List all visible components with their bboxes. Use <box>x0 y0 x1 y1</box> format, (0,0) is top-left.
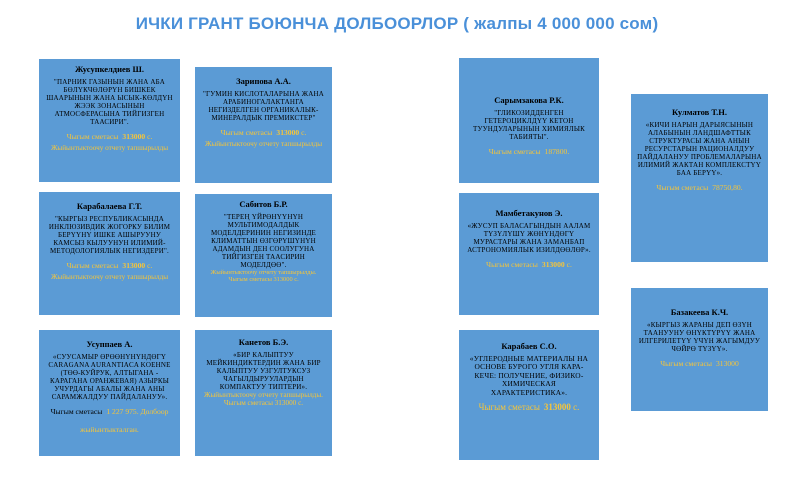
project-description: "ПАРНИК ГАЗЫНЫН ЖАНА АБА БӨЛҮКЧӨЛӨРҮН БИШКЕК ШААРЫНЫН ЖАНА ЫСЫК-КӨЛДҮН ЖЭЭК ЗОНАСЫНЫН АТМОСФЕРАСЫНА ТИЙГИЗГЕН ТААСИРИ". <box>46 77 173 126</box>
budget-label: Чыгым сметасы <box>66 261 119 270</box>
project-card <box>631 94 768 262</box>
author-name: Мамбетакунов Э. <box>495 208 563 218</box>
project-card <box>459 193 599 315</box>
budget-value: 313000 <box>715 358 739 368</box>
budget-value: 187800. <box>544 146 570 156</box>
status-text: Жыйынтыктоочу отчету тапшырылды <box>204 140 323 149</box>
project-description: "КЫРГЫЗ РЕСПУБЛИКАСЫНДА ИНКЛЮЗИВДИК ЖОГОРКУ БИЛИМ БЕРҮҮНҮ ИШКЕ АШЫРУУНУ КАМСЫЗ КЫЛУУНУН ИЛИМИЙ-МЕТОДОЛОГИЯЛЫК НЕГИЗДЕРИ". <box>48 214 171 255</box>
project-card <box>459 58 599 183</box>
author-name: Карабалаева Г.Т. <box>76 201 143 211</box>
budget-value: 78750,80. <box>712 183 743 193</box>
status-text: Жыйынтыктоочу отчету тапшырылды <box>50 273 169 282</box>
project-card <box>39 192 180 315</box>
author-name: Сабитов Б.Р. <box>239 199 288 209</box>
author-name: Жусупкелдиев Ш. <box>75 64 144 74</box>
project-card <box>195 194 332 317</box>
project-description: «СУУСАМЫР ӨРӨӨНҮНҮНДӨГҮ CARAGANA AURANTIACA KOEHNE (ТӨӨ-КУЙРУК, АЛТЫГАНА - КАРАГАНА ОРАНЖЕВАЯ) АЗЫРКЫ УЧУРДАГЫ АБАЛЫ ЖАНА АНЫ САРАМЖАЛДУУ ПАЙДАЛАНУУ». <box>48 352 171 401</box>
budget-value: 313000 <box>276 127 300 137</box>
author-name: Карабаев С.О. <box>501 341 557 351</box>
budget-value: 313000 <box>122 261 146 270</box>
author-name: Канетов Б.Э. <box>238 337 289 347</box>
budget-suffix: с. <box>564 259 572 269</box>
budget-label: Чыгым сметасы <box>478 402 540 413</box>
budget-label: Чыгым сметасы <box>660 358 712 368</box>
budget-label: Чыгым сметасы <box>488 146 541 156</box>
project-description: «УГЛЕРОДНЫЕ МАТЕРИАЛЫ НА ОСНОВЕ БУРОГО УГЛЯ КАРА-КЕЧЕ: ПОЛУЧЕНИЕ, ФИЗИКО-ХИМИЧЕСКАЯ ХАРАКТЕРИСТИКА». <box>469 353 589 397</box>
project-card <box>459 330 599 460</box>
status-text: Жыйынтыктоочу отчету тапшырылды <box>50 144 169 153</box>
budget-label: Чыгым сметасы <box>50 407 103 417</box>
page-title: ИЧКИ ГРАНТ БОЮНЧА ДОЛБООРЛОР ( жалпы 4 000 000 сом) <box>135 14 659 33</box>
project-description: «БИР КАЛЫПТУУ МЕЙКИНДИКТЕРДИН ЖАНА БИР КАЛЫПТУУ УЗГУЛТУКСУЗ ЧАГЫЛДЫРУУЛАРДЫН КОМПАКТУУ ТИПТЕРИ». <box>206 350 321 391</box>
author-name: Зарипова А.А. <box>236 76 291 86</box>
budget-value: 313000 <box>122 132 146 142</box>
author-name: Сарымзакова Р.К. <box>494 95 564 105</box>
project-card <box>195 67 332 183</box>
project-description: "ГУМИН КИСЛОТАЛАРЫНА ЖАНА АРАБИНОГАЛАКТАНГА НЕГИЗДЕЛГЕН ОРГАНИКАЛЫК-МИНЕРАЛДЫК ПРЕМИКСТЕР" <box>202 89 325 122</box>
project-card <box>195 330 332 456</box>
status-text: Жыйынтыктоочу отчету тапшырылды. Чыгым сметасы 313000 с. <box>210 269 317 284</box>
project-card <box>39 59 180 182</box>
project-description: "ГЛИКОЗИДДЕНГЕН ГЕТЕРОЦИКЛДҮҮ КЕТОН ТУУНДУЛАРЫНЫН ХИМИЯЛЫК ТАБИЯТЫ". <box>472 108 585 141</box>
budget-label: Чыгым сметасы <box>486 259 538 269</box>
budget-suffix: с. <box>145 261 153 270</box>
budget-value: 313000 <box>541 259 565 269</box>
budget-suffix: с. <box>570 402 580 413</box>
budget-suffix: с. <box>299 127 307 137</box>
budget-label: Чыгым сметасы <box>656 183 709 193</box>
status-text: Жыйынтыктоочу отчету тапшырылды. Чыгым сметасы 313000 с. <box>204 391 323 408</box>
budget-value: 313000 <box>543 402 571 413</box>
budget-suffix: с. <box>145 132 153 142</box>
project-card <box>39 330 180 456</box>
budget-label: Чыгым сметасы <box>66 132 119 142</box>
project-description: «КИЧИ НАРЫН ДАРЫЯСЫНЫН АЛАБЫНЫН ЛАНДШАФТТЫК СТРУКТУРАСЫ ЖАНА АНЫН РЕСУРСТАРЫН РАЦИОНАЛДУУ ПАЙДАЛАНУУ ПРОБЛЕМАЛАРЫНА ИЛИМИЙ ЖАКТАН КОМПЛЕКСТҮҮ БАА БЕРҮҮ». <box>637 120 762 178</box>
budget-label: Чыгым сметасы <box>220 127 273 137</box>
author-name: Базакеева К.Ч. <box>670 307 729 317</box>
project-card <box>631 288 768 411</box>
project-description: "ТЕРЕҢ ҮЙРӨНҮҮНҮН МУЛЬТИМОДАЛДЫК МОДЕЛДЕРИНИН НЕГИЗИНДЕ КЛИМАТТЫН ӨЗГӨРҮШҮНҮН АДАМДЫН ДЕН СООЛУГУНА ТИЙГИЗГЕН ТААСИРИН МОДЕЛДӨӨ". <box>210 212 317 270</box>
author-name: Кулматов Т.Н. <box>671 107 728 117</box>
project-description: «КЫРГЫЗ ЖАРАНЫ ДЕП ӨЗҮН ТААНУУНУ ӨНҮКТҮРҮҮ ЖАНА ИЛГЕРИЛЕТҮҮ ҮЧҮН ЖАГЫМДУУ ЧӨЙРӨ ТҮЗҮҮ». <box>638 320 761 353</box>
author-name: Усуппаев А. <box>86 339 133 349</box>
budget-value: 1 227 975. Долбоор жыйынтыкталган. <box>80 407 169 435</box>
project-description: «ЖУСУП БАЛАСАГЫНДЫН ААЛАМ ТҮЗҮЛҮШҮ ЖӨНҮНДӨГҮ МУРАСТАРЫ ЖАНА ЗАМАНБАП АСТРОНОМИЯЛЫК ИЗИЛДӨӨЛӨР». <box>467 221 591 254</box>
